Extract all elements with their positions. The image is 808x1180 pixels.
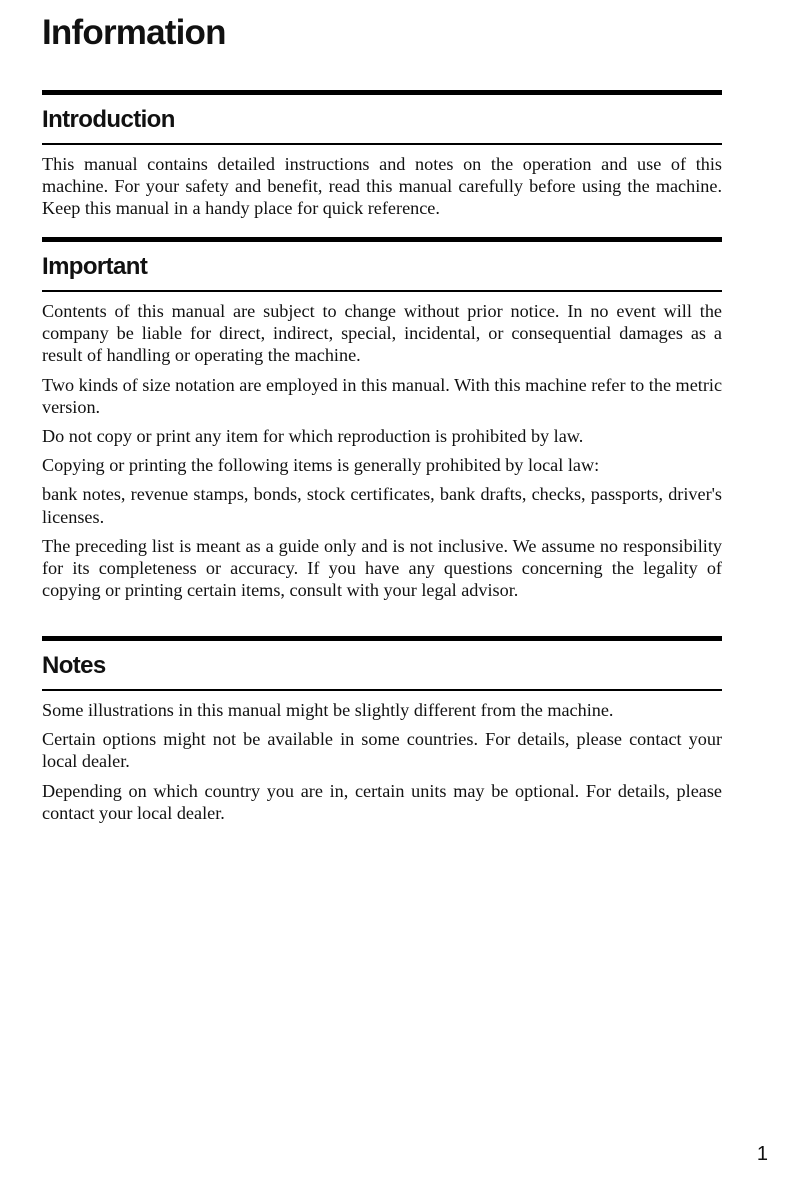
section-heading-notes: Notes xyxy=(42,649,722,691)
section-heading-important: Important xyxy=(42,250,722,292)
paragraph: Depending on which country you are in, certain units may be optional. For details, please contact your local dealer. xyxy=(42,780,722,823)
paragraph: Contents of this manual are subject to change without prior notice. In no event will the company be liable for direct, indirect, special, incidental, or consequential damages as a result of handling or operating the machine. xyxy=(42,301,722,366)
paragraph: Two kinds of size notation are employed in this manual. With this machine refer to the metric version. xyxy=(42,374,723,417)
paragraph: Some illustrations in this manual might be slightly different from the machine. xyxy=(42,700,614,720)
section-divider xyxy=(42,636,722,641)
section-body xyxy=(42,699,722,824)
section-divider xyxy=(42,90,722,95)
paragraph: bank notes, revenue stamps, bonds, stock certificates, bank drafts, checks, passports, driver's licenses. xyxy=(42,484,722,527)
paragraph: This manual contains detailed instructions and notes on the operation and use of this machine. For your safety and benefit, read this manual carefully before using the machine. Keep this manual in a handy place for quick reference. xyxy=(42,154,722,219)
page-title: Information xyxy=(42,13,226,52)
section-body xyxy=(42,300,722,601)
section-divider xyxy=(42,237,722,242)
section-notes xyxy=(42,636,722,831)
page-number: 1 xyxy=(756,1143,768,1165)
section-heading-introduction: Introduction xyxy=(42,103,722,145)
section-important xyxy=(42,237,722,608)
section-body xyxy=(42,153,722,220)
section-introduction xyxy=(42,90,722,227)
paragraph: Do not copy or print any item for which reproduction is prohibited by law. xyxy=(42,426,584,447)
paragraph: The preceding list is meant as a guide only and is not inclusive. We assume no responsibility for its completeness or accuracy. If you have any questions concerning the legality of copying or printing certain items, consult with your legal advisor. xyxy=(42,535,722,601)
paragraph: Certain options might not be available in some countries. For details, please contact your local dealer. xyxy=(42,729,722,772)
paragraph: Copying or printing the following items is generally prohibited by local law: xyxy=(42,455,600,476)
